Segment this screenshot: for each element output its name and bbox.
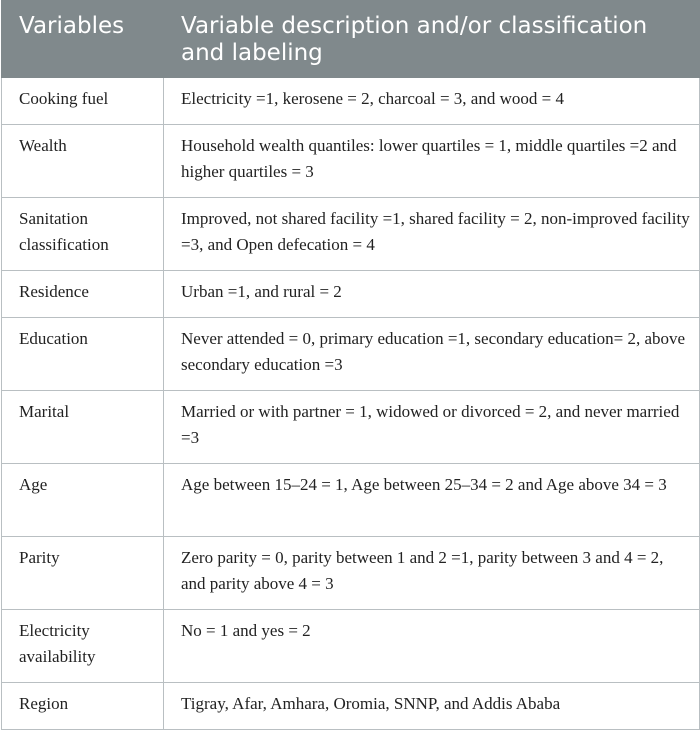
header-description: Variable description and/or classification and labeling <box>164 1 700 78</box>
variable-name: Age <box>2 464 164 537</box>
table-row <box>2 198 700 271</box>
table-row <box>2 683 700 730</box>
table-row <box>2 391 700 464</box>
variable-description: Household wealth quantiles: lower quartiles = 1, middle quartiles =2 and higher quartiles = 3 <box>164 125 700 198</box>
variable-name: Sanitation classification <box>2 198 164 271</box>
table-row <box>2 610 700 683</box>
table-row <box>2 78 700 125</box>
header-row <box>2 1 700 78</box>
table-header <box>2 1 700 78</box>
variable-description: Urban =1, and rural = 2 <box>164 271 700 318</box>
variable-description: Tigray, Afar, Amhara, Oromia, SNNP, and Addis Ababa <box>164 683 700 730</box>
variable-name: Parity <box>2 537 164 610</box>
table-row <box>2 464 700 537</box>
variable-description: Improved, not shared facility =1, shared facility = 2, non-improved facility =3, and Open defecation = 4 <box>164 198 700 271</box>
variable-name: Region <box>2 683 164 730</box>
variable-description: Zero parity = 0, parity between 1 and 2 =1, parity between 3 and 4 = 2, and parity above 4 = 3 <box>164 537 700 610</box>
table-row <box>2 537 700 610</box>
variable-name: Marital <box>2 391 164 464</box>
variable-description: Never attended = 0, primary education =1, secondary education= 2, above secondary education =3 <box>164 318 700 391</box>
variable-name: Wealth <box>2 125 164 198</box>
variable-name: Electricity availability <box>2 610 164 683</box>
variable-description: Married or with partner = 1, widowed or divorced = 2, and never married =3 <box>164 391 700 464</box>
variables-table <box>1 0 700 730</box>
variable-name: Cooking fuel <box>2 78 164 125</box>
variable-name: Residence <box>2 271 164 318</box>
table-body <box>2 78 700 730</box>
table-row <box>2 271 700 318</box>
table-row <box>2 125 700 198</box>
variable-description: No = 1 and yes = 2 <box>164 610 700 683</box>
variable-description: Age between 15–24 = 1, Age between 25–34 = 2 and Age above 34 = 3 <box>164 464 700 537</box>
table-row <box>2 318 700 391</box>
variable-name: Education <box>2 318 164 391</box>
header-variables: Variables <box>2 1 164 78</box>
variable-description: Electricity =1, kerosene = 2, charcoal = 3, and wood = 4 <box>164 78 700 125</box>
